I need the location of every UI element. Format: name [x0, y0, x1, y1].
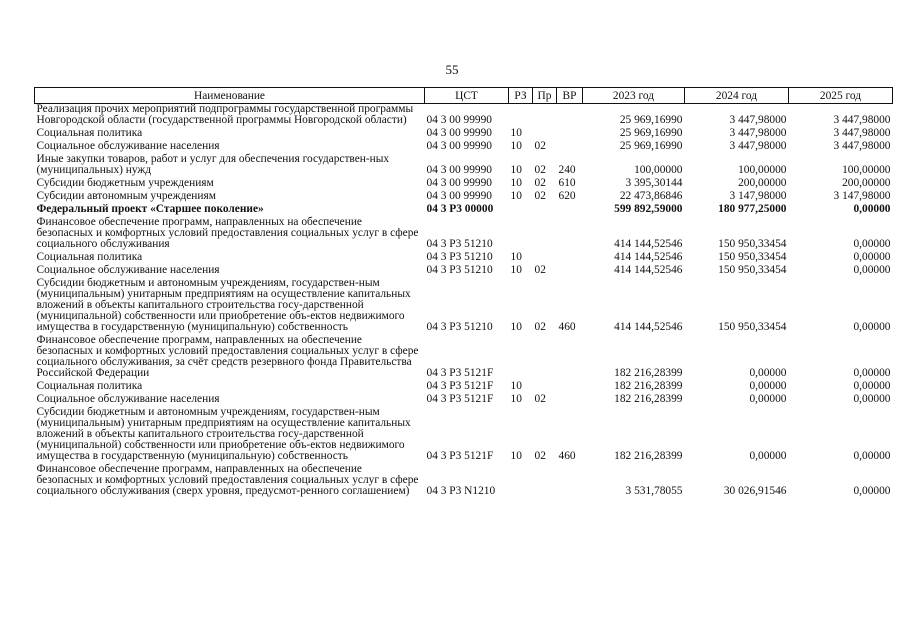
cell-name: Финансовое обеспечение программ, направленных на обеспечение безопасных и комфортных условий предоставления социальных услуг в сфере социального обслуживания, за счёт средств резервного фонда Правительства Российской Федерации: [36, 334, 419, 379]
cell-cst: 04 3 00 99990: [426, 177, 492, 189]
cell-pr: 02: [534, 164, 546, 176]
cell-cst: 04 3 P3 51210: [426, 251, 493, 263]
cell-rz: [509, 335, 533, 381]
cell-cst: 04 3 P3 N1210: [426, 485, 496, 497]
cell-cst: 04 3 P3 5121F: [426, 450, 494, 462]
cell-vr: [557, 265, 583, 278]
cell-vr: [557, 335, 583, 381]
cell-vr: 460: [558, 321, 576, 333]
cell-2025: 100,00000: [842, 164, 891, 176]
cell-pr: 02: [534, 264, 546, 276]
cell-2025: 0,00000: [853, 393, 891, 405]
cell-rz: 10: [510, 140, 522, 152]
cell-pr: 02: [534, 393, 546, 405]
cell-cst: 04 3 00 99990: [426, 127, 492, 139]
cell-2025: 0,00000: [853, 485, 891, 497]
cell-2025: 3 447,98000: [833, 114, 891, 126]
table-row: [35, 104, 893, 129]
cell-pr: 02: [534, 190, 546, 202]
cell-2024: 3 447,98000: [729, 127, 787, 139]
cell-rz: 10: [510, 164, 522, 176]
cell-vr: [557, 464, 583, 499]
table-row: [35, 335, 893, 381]
cell-pr: 02: [534, 177, 546, 189]
column-header-2023: 2023 год: [583, 88, 685, 104]
column-header-vr: ВР: [557, 88, 583, 104]
cell-rz: 10: [510, 190, 522, 202]
cell-2025: 3 447,98000: [833, 127, 891, 139]
cell-rz: 10: [510, 393, 522, 405]
cell-rz: 10: [510, 450, 522, 462]
cell-2024: 0,00000: [749, 367, 787, 379]
cell-name: Субсидии бюджетным и автономным учреждениям, государствен-ным (муниципальным) унитарным предприятиям на осуществление капитальных вложений в объекты капитального строительства госу-дарственной (муниципальной) собственности или приобретение объ-ектов недвижимого имущества в государственную (муниципальную) собственность: [36, 277, 411, 333]
cell-vr: [557, 204, 583, 217]
cell-name: Субсидии бюджетным и автономным учреждениям, государствен-ным (муниципальным) унитарным предприятиям на осуществление капитальных вложений в объекты капитального строительства госу-дарственной (муниципальной) собственности или приобретение объ-ектов недвижимого имущества в государственную (муниципальную) собственность: [36, 406, 411, 462]
cell-2023: 414 144,52546: [614, 238, 683, 250]
cell-rz: [509, 104, 533, 129]
cell-2025: 200,00000: [842, 177, 891, 189]
column-header-rz: РЗ: [509, 88, 533, 104]
cell-rz: [509, 464, 533, 499]
cell-cst: 04 3 P3 51210: [426, 321, 493, 333]
cell-2024: 200,00000: [738, 177, 787, 189]
cell-2023: 182 216,28399: [614, 393, 683, 405]
cell-2024: 3 447,98000: [729, 114, 787, 126]
cell-name: Федеральный проект «Старшее поколение»: [36, 203, 264, 215]
cell-rz: 10: [510, 380, 522, 392]
cell-pr: [533, 335, 557, 381]
cell-2023: 25 969,16990: [619, 140, 683, 152]
cell-name: Реализация прочих мероприятий подпрограммы государственной программы Новгородской области (государственной программы Новгородской области): [36, 103, 414, 126]
cell-2023: 599 892,59000: [614, 203, 683, 215]
column-header-name: Наименование: [35, 88, 425, 104]
cell-2024: 150 950,33454: [718, 238, 787, 250]
cell-rz: 10: [510, 127, 522, 139]
cell-2024: 3 147,98000: [729, 190, 787, 202]
cell-cst: 04 3 P3 00000: [426, 203, 494, 215]
cell-name: Финансовое обеспечение программ, направленных на обеспечение безопасных и комфортных условий предоставления социальных услуг в сфере социального обслуживания (сверх уровня, предусмот-ренного соглашением): [36, 463, 419, 497]
cell-2025: 0,00000: [853, 264, 891, 276]
cell-rz: 10: [510, 177, 522, 189]
table-row: [35, 278, 893, 335]
cell-2024: 0,00000: [749, 393, 787, 405]
cell-vr: [557, 394, 583, 407]
cell-vr: [557, 217, 583, 252]
cell-vr: [557, 128, 583, 141]
cell-2023: 414 144,52546: [614, 321, 683, 333]
cell-2023: 182 216,28399: [614, 367, 683, 379]
cell-2024: 100,00000: [738, 164, 787, 176]
table-row: [35, 154, 893, 178]
cell-cst: 04 3 00 99990: [426, 140, 492, 152]
cell-2023: 3 395,30144: [625, 177, 683, 189]
cell-cst: 04 3 00 99990: [426, 164, 492, 176]
cell-2024: 150 950,33454: [718, 321, 787, 333]
cell-2024: 0,00000: [749, 450, 787, 462]
cell-cst: 04 3 P3 51210: [426, 238, 493, 250]
cell-name: Социальное обслуживание населения: [36, 264, 220, 276]
cell-pr: 02: [534, 450, 546, 462]
cell-2023: 414 144,52546: [614, 251, 683, 263]
cell-name: Социальная политика: [36, 380, 143, 392]
cell-pr: [533, 217, 557, 252]
cell-2023: 182 216,28399: [614, 450, 683, 462]
cell-name: Социальное обслуживание населения: [36, 140, 220, 152]
cell-vr: [557, 381, 583, 394]
table-header-row: [35, 88, 893, 104]
table-body: [35, 104, 893, 500]
cell-2025: 3 447,98000: [833, 140, 891, 152]
cell-2025: 0,00000: [853, 380, 891, 392]
cell-vr: [557, 104, 583, 129]
cell-vr: 610: [558, 177, 576, 189]
cell-2025: 0,00000: [853, 251, 891, 263]
cell-2023: 22 473,86846: [619, 190, 683, 202]
page-number: 55: [445, 62, 459, 77]
cell-name: Социальная политика: [36, 251, 143, 263]
cell-2025: 0,00000: [853, 203, 891, 215]
cell-2025: 0,00000: [853, 238, 891, 250]
cell-rz: 10: [510, 251, 522, 263]
column-header-cst: ЦСТ: [425, 88, 509, 104]
table-row: [35, 464, 893, 499]
cell-rz: [509, 204, 533, 217]
cell-2025: 0,00000: [853, 450, 891, 462]
cell-pr: [533, 204, 557, 217]
cell-cst: 04 3 P3 5121F: [426, 367, 494, 379]
cell-2025: 0,00000: [853, 367, 891, 379]
cell-vr: 240: [558, 164, 576, 176]
cell-2024: 180 977,25000: [718, 203, 787, 215]
cell-vr: 620: [558, 190, 576, 202]
cell-2024: 3 447,98000: [729, 140, 787, 152]
table-row: [35, 217, 893, 252]
cell-rz: 10: [510, 321, 522, 333]
cell-name: Социальное обслуживание населения: [36, 393, 220, 405]
cell-2023: 25 969,16990: [619, 127, 683, 139]
cell-vr: [557, 252, 583, 265]
cell-cst: 04 3 00 99990: [426, 190, 492, 202]
cell-name: Субсидии бюджетным учреждениям: [36, 177, 214, 189]
cell-name: Иные закупки товаров, работ и услуг для обеспечения государствен-ных (муниципальных) нужд: [36, 153, 390, 176]
cell-2023: 182 216,28399: [614, 380, 683, 392]
cell-rz: [509, 217, 533, 252]
cell-name: Социальная политика: [36, 127, 143, 139]
cell-2023: 25 969,16990: [619, 114, 683, 126]
cell-cst: 04 3 P3 5121F: [426, 380, 494, 392]
cell-pr: [533, 104, 557, 129]
cell-2025: 0,00000: [853, 321, 891, 333]
cell-pr: 02: [534, 321, 546, 333]
cell-vr: [557, 141, 583, 154]
budget-table: [34, 87, 893, 499]
cell-2024: 150 950,33454: [718, 264, 787, 276]
cell-cst: 04 3 P3 5121F: [426, 393, 494, 405]
cell-vr: 460: [558, 450, 576, 462]
column-header-2025: 2025 год: [789, 88, 893, 104]
cell-name: Финансовое обеспечение программ, направленных на обеспечение безопасных и комфортных условий предоставления социальных услуг в сфере социального обслуживания: [36, 216, 419, 250]
cell-cst: 04 3 P3 51210: [426, 264, 493, 276]
cell-2025: 3 147,98000: [833, 190, 891, 202]
cell-pr: 02: [534, 140, 546, 152]
cell-rz: 10: [510, 264, 522, 276]
cell-2023: 100,00000: [634, 164, 683, 176]
cell-name: Субсидии автономным учреждениям: [36, 190, 216, 202]
cell-2024: 150 950,33454: [718, 251, 787, 263]
cell-2023: 3 531,78055: [625, 485, 683, 497]
cell-cst: 04 3 00 99990: [426, 114, 492, 126]
column-header-2024: 2024 год: [685, 88, 789, 104]
cell-2024: 0,00000: [749, 380, 787, 392]
table-row: [35, 407, 893, 464]
column-header-pr: Пр: [533, 88, 557, 104]
cell-2023: 414 144,52546: [614, 264, 683, 276]
cell-2024: 30 026,91546: [723, 485, 787, 497]
cell-pr: [533, 464, 557, 499]
